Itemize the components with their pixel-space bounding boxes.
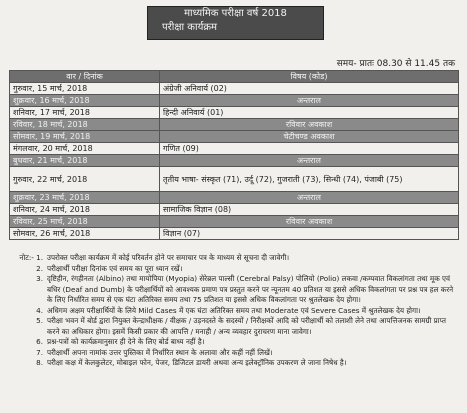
row-subject: अन्तराल xyxy=(160,192,459,204)
header-title: माध्यमिक परीक्षा वर्ष 2018 xyxy=(184,8,287,19)
row-date: शुक्रवार, 23 मार्च, 2018 xyxy=(10,192,160,204)
schedule-table xyxy=(9,70,459,240)
table-row xyxy=(10,155,459,167)
table-row xyxy=(10,95,459,107)
note-number: 7. xyxy=(36,347,43,357)
row-date: शनिवार, 17 मार्च, 2018 xyxy=(10,107,160,119)
note-number: 5. xyxy=(36,316,43,325)
row-date: बुधवार, 21 मार्च, 2018 xyxy=(10,155,160,167)
row-subject: विज्ञान (07) xyxy=(160,228,459,240)
note-item xyxy=(9,253,458,264)
row-date: गुरुवार, 22 मार्च, 2018 xyxy=(10,167,160,192)
header-subtitle: परीक्षा कार्यक्रम xyxy=(162,22,218,33)
row-subject: अन्तराल xyxy=(160,95,459,107)
note-text: अधिगम अक्षम परीक्षार्थियों के लिये Mild Cases में एक घंटा अतिरिक्त समय तथा Moderate एवं Severe Cases में श्रुतलेखक देय होगा। xyxy=(47,305,421,315)
exam-time: समय- प्रातः 08.30 से 11.45 तक xyxy=(336,59,455,69)
row-date: सोमवार, 19 मार्च, 2018 xyxy=(10,131,160,143)
table-row xyxy=(10,204,459,216)
column-header-subject: विषय (कोड) xyxy=(160,71,459,83)
table-row xyxy=(10,119,459,131)
row-date: गुरुवार, 15 मार्च, 2018 xyxy=(10,83,160,95)
note-item xyxy=(9,358,458,369)
row-subject: रविवार अवकाश xyxy=(160,216,459,228)
table-row xyxy=(10,228,459,240)
note-item xyxy=(9,316,458,337)
table-row xyxy=(10,143,459,155)
row-date: रविवार, 18 मार्च, 2018 xyxy=(10,119,160,131)
note-text: परीक्षार्थी अपना नामांक उत्तर पुस्तिका में निर्धारित स्थान के अलावा और कहीं नहीं लिखें। xyxy=(47,347,273,357)
table-row xyxy=(10,192,459,204)
note-text: परीक्षा कक्ष में केलकुलेटर, मोबाइल फोन, पेजर, डिजिटल डायरी अथवा अन्य इलेक्ट्रॉनिक उपकरण ले जाना निषेध है। xyxy=(47,358,347,367)
column-header-date: वार / दिनांक xyxy=(10,71,160,83)
note-text: प्रश्न-पत्रों को कार्यक्रमानुसार ही देने के लिए बोर्ड बाध्य नहीं है। xyxy=(47,337,205,346)
row-date: मंगलवार, 20 मार्च, 2018 xyxy=(10,143,160,155)
note-text: परीक्षार्थी परीक्षा दिनांक एवं समय का पूरा ध्यान रखें। xyxy=(47,263,183,273)
schedule-header-box xyxy=(147,6,324,40)
row-subject: हिन्दी अनिवार्य (01) xyxy=(160,107,459,119)
row-subject: तृतीय भाषा- संस्कृत (71), उर्दू (72), गुजराती (73), सिन्धी (74), पंजाबी (75) xyxy=(160,167,459,192)
row-date: सोमवार, 26 मार्च, 2018 xyxy=(10,228,160,240)
note-item xyxy=(9,337,458,348)
table-header-row xyxy=(10,71,459,83)
row-subject: चेटीचण्ड अवकाश xyxy=(160,131,459,143)
note-text: उपरोक्त परीक्षा कार्यक्रम में कोई परिवर्तन होने पर समाचार पत्र के माध्यम से सूचना दी जावेगी। xyxy=(47,253,290,262)
note-text: परीक्षा भवन में बोर्ड द्वारा नियुक्त केन्द्राधीक्षक / वीक्षक / उड़नदस्ते के सदस्यों / निरीक्षकों आदि को परीक्षार्थी को तलाशी लेने तथा आपत्तिजनक सामग्री प्राप्त करने का अधिकार होगा। इसमें किसी प्रकार की आपत्ति / मनाही / अन्य व्यवहार दुराचरण माना जावेगा। xyxy=(47,316,446,336)
table-row xyxy=(10,83,459,95)
row-subject: अन्तराल xyxy=(160,155,459,167)
note-item xyxy=(9,264,458,275)
row-subject: सामाजिक विज्ञान (08) xyxy=(160,204,459,216)
note-number: 8. xyxy=(36,358,43,367)
note-text: दृष्टिहीन, रंगहीनता (Albino) तथा मायोपिया (Myopia) सेरेब्रल पाल्सी (Cerebral Palsy) पोलियो (Polio) लकवा /कम्पवात विकलांगता तथा मूक एवं बधिर (Deaf and Dumb) के परीक्षार्थियों को आवश्यक प्रमाण पत्र प्रस्तुत करने पर न्यूनतम 40 प्रतिशत या इससे अधिक विकलांगता पर प्रश्न पत्र हल करने के लिए निर्धारित समय से एक घंटा अतिरिक्त समय तथा 75 प्रतिशत या इससे अधिक विकलांगता पर श्रुतलेखक देय होगा। xyxy=(47,274,454,304)
row-subject: गणित (09) xyxy=(160,143,459,155)
note-item xyxy=(9,306,458,317)
note-number: नोट:- 1. xyxy=(19,253,43,262)
note-number: 3. xyxy=(36,274,43,283)
notes-section xyxy=(9,253,458,369)
note-number: 4. xyxy=(36,305,43,315)
row-date: रविवार, 25 मार्च, 2018 xyxy=(10,216,160,228)
note-item xyxy=(9,274,458,306)
note-number: 6. xyxy=(36,337,43,346)
note-item xyxy=(9,348,458,359)
table-row xyxy=(10,216,459,228)
row-date: शनिवार, 24 मार्च, 2018 xyxy=(10,204,160,216)
row-subject: रविवार अवकाश xyxy=(160,119,459,131)
table-row xyxy=(10,167,459,192)
row-subject: अंग्रेजी अनिवार्य (02) xyxy=(160,83,459,95)
table-row xyxy=(10,107,459,119)
note-number: 2. xyxy=(36,263,43,273)
row-date: शुक्रवार, 16 मार्च, 2018 xyxy=(10,95,160,107)
table-row xyxy=(10,131,459,143)
